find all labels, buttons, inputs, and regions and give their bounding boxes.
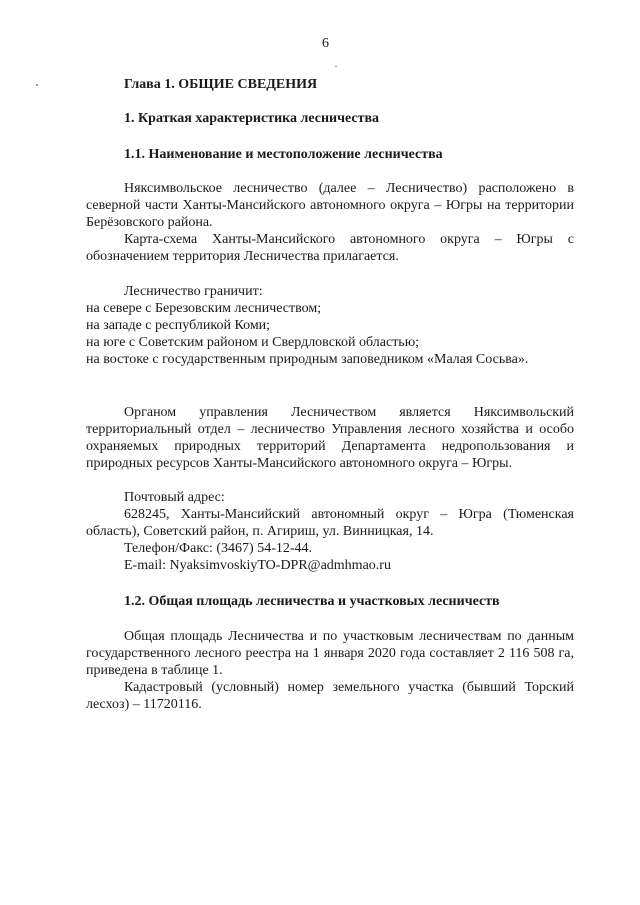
page-number: 6 <box>322 36 329 51</box>
borders-intro: Лесничество граничит: <box>124 284 263 299</box>
chapter-title: Глава 1. ОБЩИЕ СВЕДЕНИЯ <box>124 77 318 92</box>
paragraph-location: Няксимвольское лесничество (далее – Лесничество) расположено в северной части Ханты-Мансийского автономного округа – Югры на территории Берёзовского района. <box>86 181 574 230</box>
border-item: на востоке с государственным природным заповедником «Малая Сосьва». <box>86 352 529 367</box>
postal-address: 628245, Ханты-Мансийский автономный округ – Югра (Тюменская область), Советский район, п. Агириш, ул. Винницкая, 14. <box>86 507 574 539</box>
paragraph-area: Общая площадь Лесничества и по участковым лесничествам по данным государственного лесного реестра на 1 января 2020 года составляет 2 116 508 га, приведена в таблице 1. <box>86 629 574 678</box>
phone: Телефон/Факс: (3467) 54-12-44. <box>124 541 313 556</box>
scan-speck <box>36 84 38 86</box>
scan-speck <box>335 66 337 67</box>
paragraph-cadastral: Кадастровый (условный) номер земельного участка (бывший Торский лесхоз) – 11720116. <box>86 680 574 712</box>
paragraph-map: Карта-схема Ханты-Мансийского автономного округа – Югры с обозначением территория Лесничества прилагается. <box>86 232 574 264</box>
border-item: на севере с Березовским лесничеством; <box>86 301 322 316</box>
subsection-title: 1.1. Наименование и местоположение лесничества <box>124 147 443 162</box>
section-title: 1. Краткая характеристика лесничества <box>124 111 380 126</box>
paragraph-authority: Органом управления Лесничеством является Няксимвольский территориальный отдел – лесничество Управления лесного хозяйства и особо охраняемых природных территорий Департамента недропользования и природных ресурсов Ханты-Мансийского автономного округа – Югры. <box>86 405 574 471</box>
border-item: на западе с республикой Коми; <box>86 318 271 333</box>
subsection-title: 1.2. Общая площадь лесничества и участковых лесничеств <box>124 594 500 609</box>
postal-label: Почтовый адрес: <box>124 490 225 505</box>
email: E-mail: NyaksimvoskiyTO-DPR@admhmao.ru <box>124 558 391 573</box>
border-item: на юге с Советским районом и Свердловской областью; <box>86 335 420 350</box>
